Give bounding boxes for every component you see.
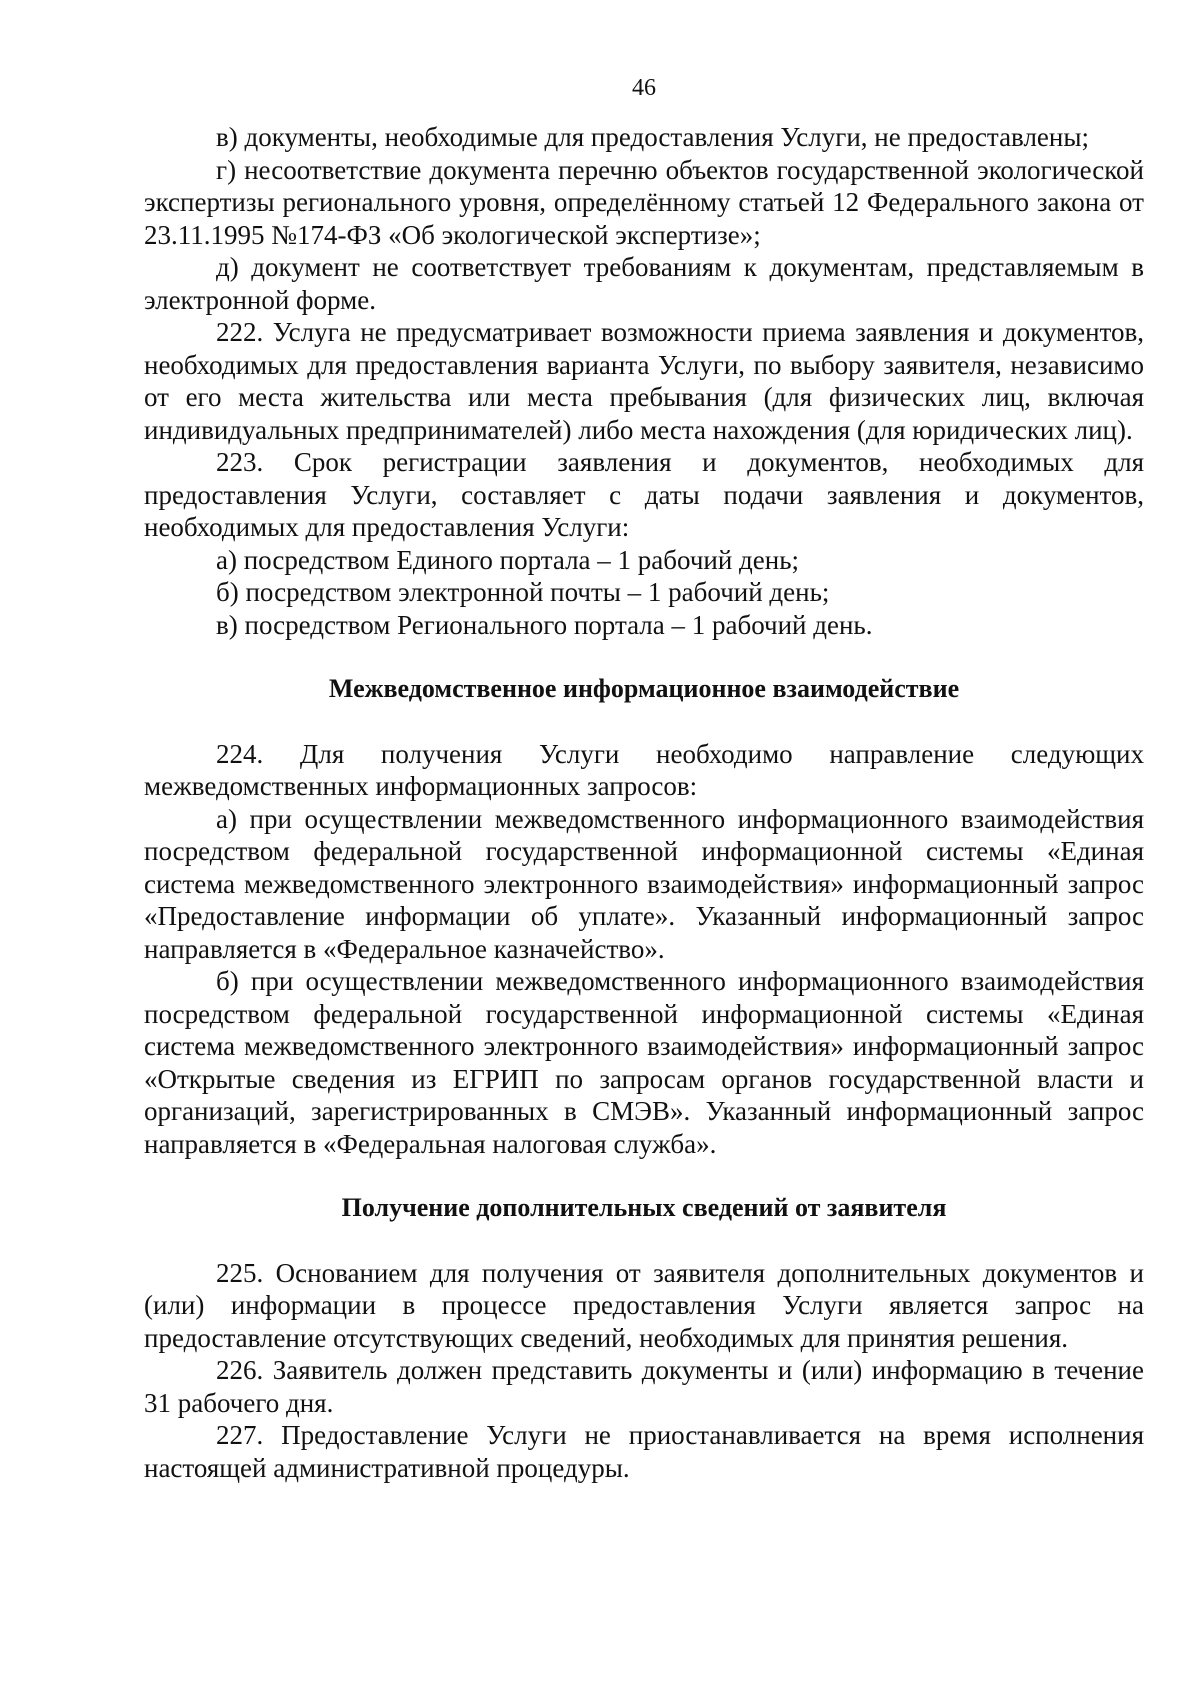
paragraph-223-a: а) посредством Единого портала – 1 рабочий день; xyxy=(216,544,800,575)
paragraph-224-a: а) при осуществлении межведомственного информационного взаимодействия посредством федеральной государственной информационной системы «Единая система межведомственного электронного взаимодействия» информационный запрос «Предоставление информации об уплате». Указанный информационный запрос направляется в «Федеральное казначейство». xyxy=(144,803,1144,964)
document-page xyxy=(144,0,1144,1697)
paragraph-226: 226. Заявитель должен представить документы и (или) информацию в течение 31 рабочего дня. xyxy=(144,1355,1144,1418)
paragraph-225: 225. Основанием для получения от заявителя дополнительных документов и (или) информации в процессе предоставления Услуги является запрос на предоставление отсутствующих сведений, необходимых для принятия решения. xyxy=(144,1257,1144,1353)
paragraph-item-v: в) документы, необходимые для предоставления Услуги, не предоставлены; xyxy=(216,122,1089,152)
paragraph-227: 227. Предоставление Услуги не приостанавливается на время исполнения настоящей административной процедуры. xyxy=(144,1420,1144,1483)
document-body xyxy=(144,121,1144,1484)
paragraph-224-b: б) при осуществлении межведомственного информационного взаимодействия посредством федеральной государственной информационной системы «Единая система межведомственного электронного взаимодействия» информационный запрос «Открытые сведения из ЕГРИП по запросам органов государственной власти и организаций, зарегистрированных в СМЭВ». Указанный информационный запрос направляется в «Федеральная налоговая служба». xyxy=(144,966,1144,1159)
page-number: 46 xyxy=(632,75,656,101)
paragraph-item-d: д) документ не соответствует требованиям к документам, представляемым в электронной форме. xyxy=(144,252,1144,315)
section-heading-interagency: Межведомственное информационное взаимодействие xyxy=(328,674,960,703)
paragraph-item-g: г) несоответствие документа перечню объектов государственной экологической экспертизы регионального уровня, определённому статьей 12 Федерального закона от 23.11.1995 №174-ФЗ «Об экологической экспертизе»; xyxy=(144,154,1144,250)
paragraph-223-b: б) посредством электронной почты – 1 рабочий день; xyxy=(216,577,830,607)
section-heading-additional-info: Получение дополнительных сведений от заявителя xyxy=(341,1193,947,1222)
paragraph-222: 222. Услуга не предусматривает возможности приема заявления и документов, необходимых для предоставления варианта Услуги, по выбору заявителя, независимо от его места жительства или места пребывания (для физических лиц, включая индивидуальных предпринимателей) либо места нахождения (для юридических лиц). xyxy=(144,317,1144,445)
paragraph-223-v: в) посредством Регионального портала – 1 рабочий день. xyxy=(216,609,873,640)
paragraph-223: 223. Срок регистрации заявления и документов, необходимых для предоставления Услуги, составляет с даты подачи заявления и документов, необходимых для предоставления Услуги: xyxy=(144,447,1144,542)
paragraph-224: 224. Для получения Услуги необходимо направление следующих межведомственных информационных запросов: xyxy=(144,738,1144,801)
